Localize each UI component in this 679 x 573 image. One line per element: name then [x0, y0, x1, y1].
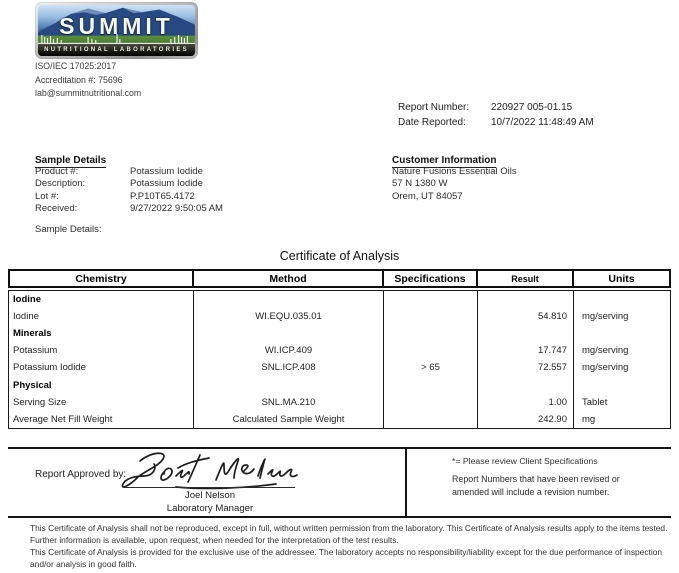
customer-info-block [392, 166, 517, 203]
accreditation-block [35, 60, 141, 101]
coa-table-header [8, 269, 671, 288]
logo-banner [38, 43, 195, 56]
column-header-specifications: Specifications [384, 271, 478, 286]
table-cell: Serving Size [9, 394, 194, 411]
disclaimer-paragraph-1: This Certificate of Analysis shall not be reproduced, except in full, without written permission from the laboratory. This Certificate of Analysis results apply to the items tested. Further information is available, upon request, when needed for the interpretation of the test results. [30, 523, 668, 545]
table-cell [384, 394, 478, 411]
table-cell: WI.ICP.409 [194, 342, 384, 359]
divider-bottom [8, 516, 671, 518]
table-cell: SNL.ICP.408 [194, 359, 384, 376]
footer-disclaimer [30, 522, 679, 570]
table-cell [194, 325, 384, 342]
table-cell [574, 325, 670, 342]
divider-vertical [405, 447, 407, 518]
summit-logo-scene [38, 5, 195, 56]
report-number-label: Report Number: [398, 102, 470, 113]
table-cell: SNL.MA.210 [194, 394, 384, 411]
accreditation-number: Accreditation #: 75696 [35, 74, 123, 85]
table-cell [384, 376, 478, 393]
table-cell: WI.EQU.035.01 [194, 308, 384, 325]
table-cell: Iodine [9, 308, 194, 325]
divider-top [8, 447, 671, 449]
table-cell: Calculated Sample Weight [194, 411, 384, 428]
table-cell: 242.90 [478, 411, 574, 428]
table-cell: Average Net Fill Weight [9, 411, 194, 428]
table-cell [478, 376, 574, 393]
table-cell: 54.810 [478, 308, 574, 325]
table-cell: 17.747 [478, 342, 574, 359]
table-cell [478, 291, 574, 308]
logo-subtitle: NUTRITIONAL LABORATORIES [44, 47, 189, 53]
table-cell: > 65 [384, 359, 478, 376]
sample-details-heading: Sample Details [35, 155, 107, 166]
lot-label: Lot #: [35, 190, 59, 202]
coa-title: Certificate of Analysis [279, 249, 400, 263]
table-cell [384, 411, 478, 428]
table-cell: mg [582, 413, 596, 425]
table-cell: mg/serving [582, 362, 629, 374]
table-cell: Tablet [582, 396, 608, 408]
table-cell [384, 325, 478, 342]
summit-logo [35, 2, 198, 59]
product-value: Potassium Iodide [130, 166, 203, 177]
table-cell [194, 291, 384, 308]
customer-info-heading: Customer Information [392, 155, 497, 166]
table-cell: Potassium Iodide [9, 359, 194, 376]
report-info [398, 101, 594, 130]
lab-email: lab@summitnutritional.com [35, 88, 142, 98]
product-label: Product #: [35, 166, 79, 177]
column-header-chemistry: Chemistry [10, 271, 194, 286]
table-cell [384, 308, 478, 325]
description-value: Potassium Iodide [130, 178, 203, 190]
date-reported-value: 10/7/2022 11:48:49 AM [491, 116, 594, 128]
table-cell [194, 376, 384, 393]
column-header-result: Result [478, 271, 574, 286]
client-specifications-note: *= Please review Client Specifications [452, 456, 598, 466]
column-header-method: Method [194, 271, 384, 286]
signature-line [124, 487, 295, 488]
table-cell [384, 342, 478, 359]
table-cell [384, 291, 478, 308]
table-cell: Potassium [9, 342, 194, 359]
report-number-value: 220927 005-01.15 [491, 102, 573, 113]
report-approved-by-label: Report Approved by: [35, 469, 127, 480]
table-cell [478, 325, 574, 342]
table-cell [574, 291, 670, 308]
signer-title: Laboratory Manager [166, 503, 254, 514]
date-reported-label: Date Reported: [398, 116, 466, 128]
table-cell: 1.00 [478, 394, 574, 411]
revision-note: Report Numbers that have been revised or amended will include a revision number. [452, 474, 620, 497]
coa-table-body [8, 290, 671, 429]
sample-details-fields [35, 166, 223, 216]
column-header-units: Units [608, 272, 635, 285]
description-label: Description: [35, 178, 86, 190]
table-cell: Minerals [9, 325, 194, 342]
received-label: Received: [35, 203, 78, 215]
received-value: 9/27/2022 9:50:05 AM [130, 203, 223, 215]
customer-name: Nature Fusions Essential Oils [392, 166, 517, 177]
customer-address-line1: 57 N 1380 W [392, 178, 448, 190]
table-cell [574, 376, 670, 393]
table-cell: Iodine [9, 291, 194, 308]
signer-name: Joel Nelson [184, 490, 236, 501]
table-cell: mg/serving [582, 311, 629, 323]
iso-certification: ISO/IEC 17025:2017 [35, 61, 117, 71]
table-cell: 72.557 [478, 359, 574, 376]
sample-details-extra-label: Sample Details: [35, 224, 102, 235]
customer-address-line2: Orem, UT 84057 [392, 190, 463, 202]
disclaimer-paragraph-2: This Certificate of Analysis is provided for the exclusive use of the addressee. The laboratory accepts no responsibility/liability except for the due performance of inspection and/or analysis in good faith. [30, 547, 663, 569]
lot-value: P.P10T65.4172 [130, 190, 195, 202]
table-cell: mg/serving [582, 345, 629, 357]
table-cell: Physical [9, 376, 194, 393]
logo-wordmark: SUMMIT [59, 13, 174, 39]
